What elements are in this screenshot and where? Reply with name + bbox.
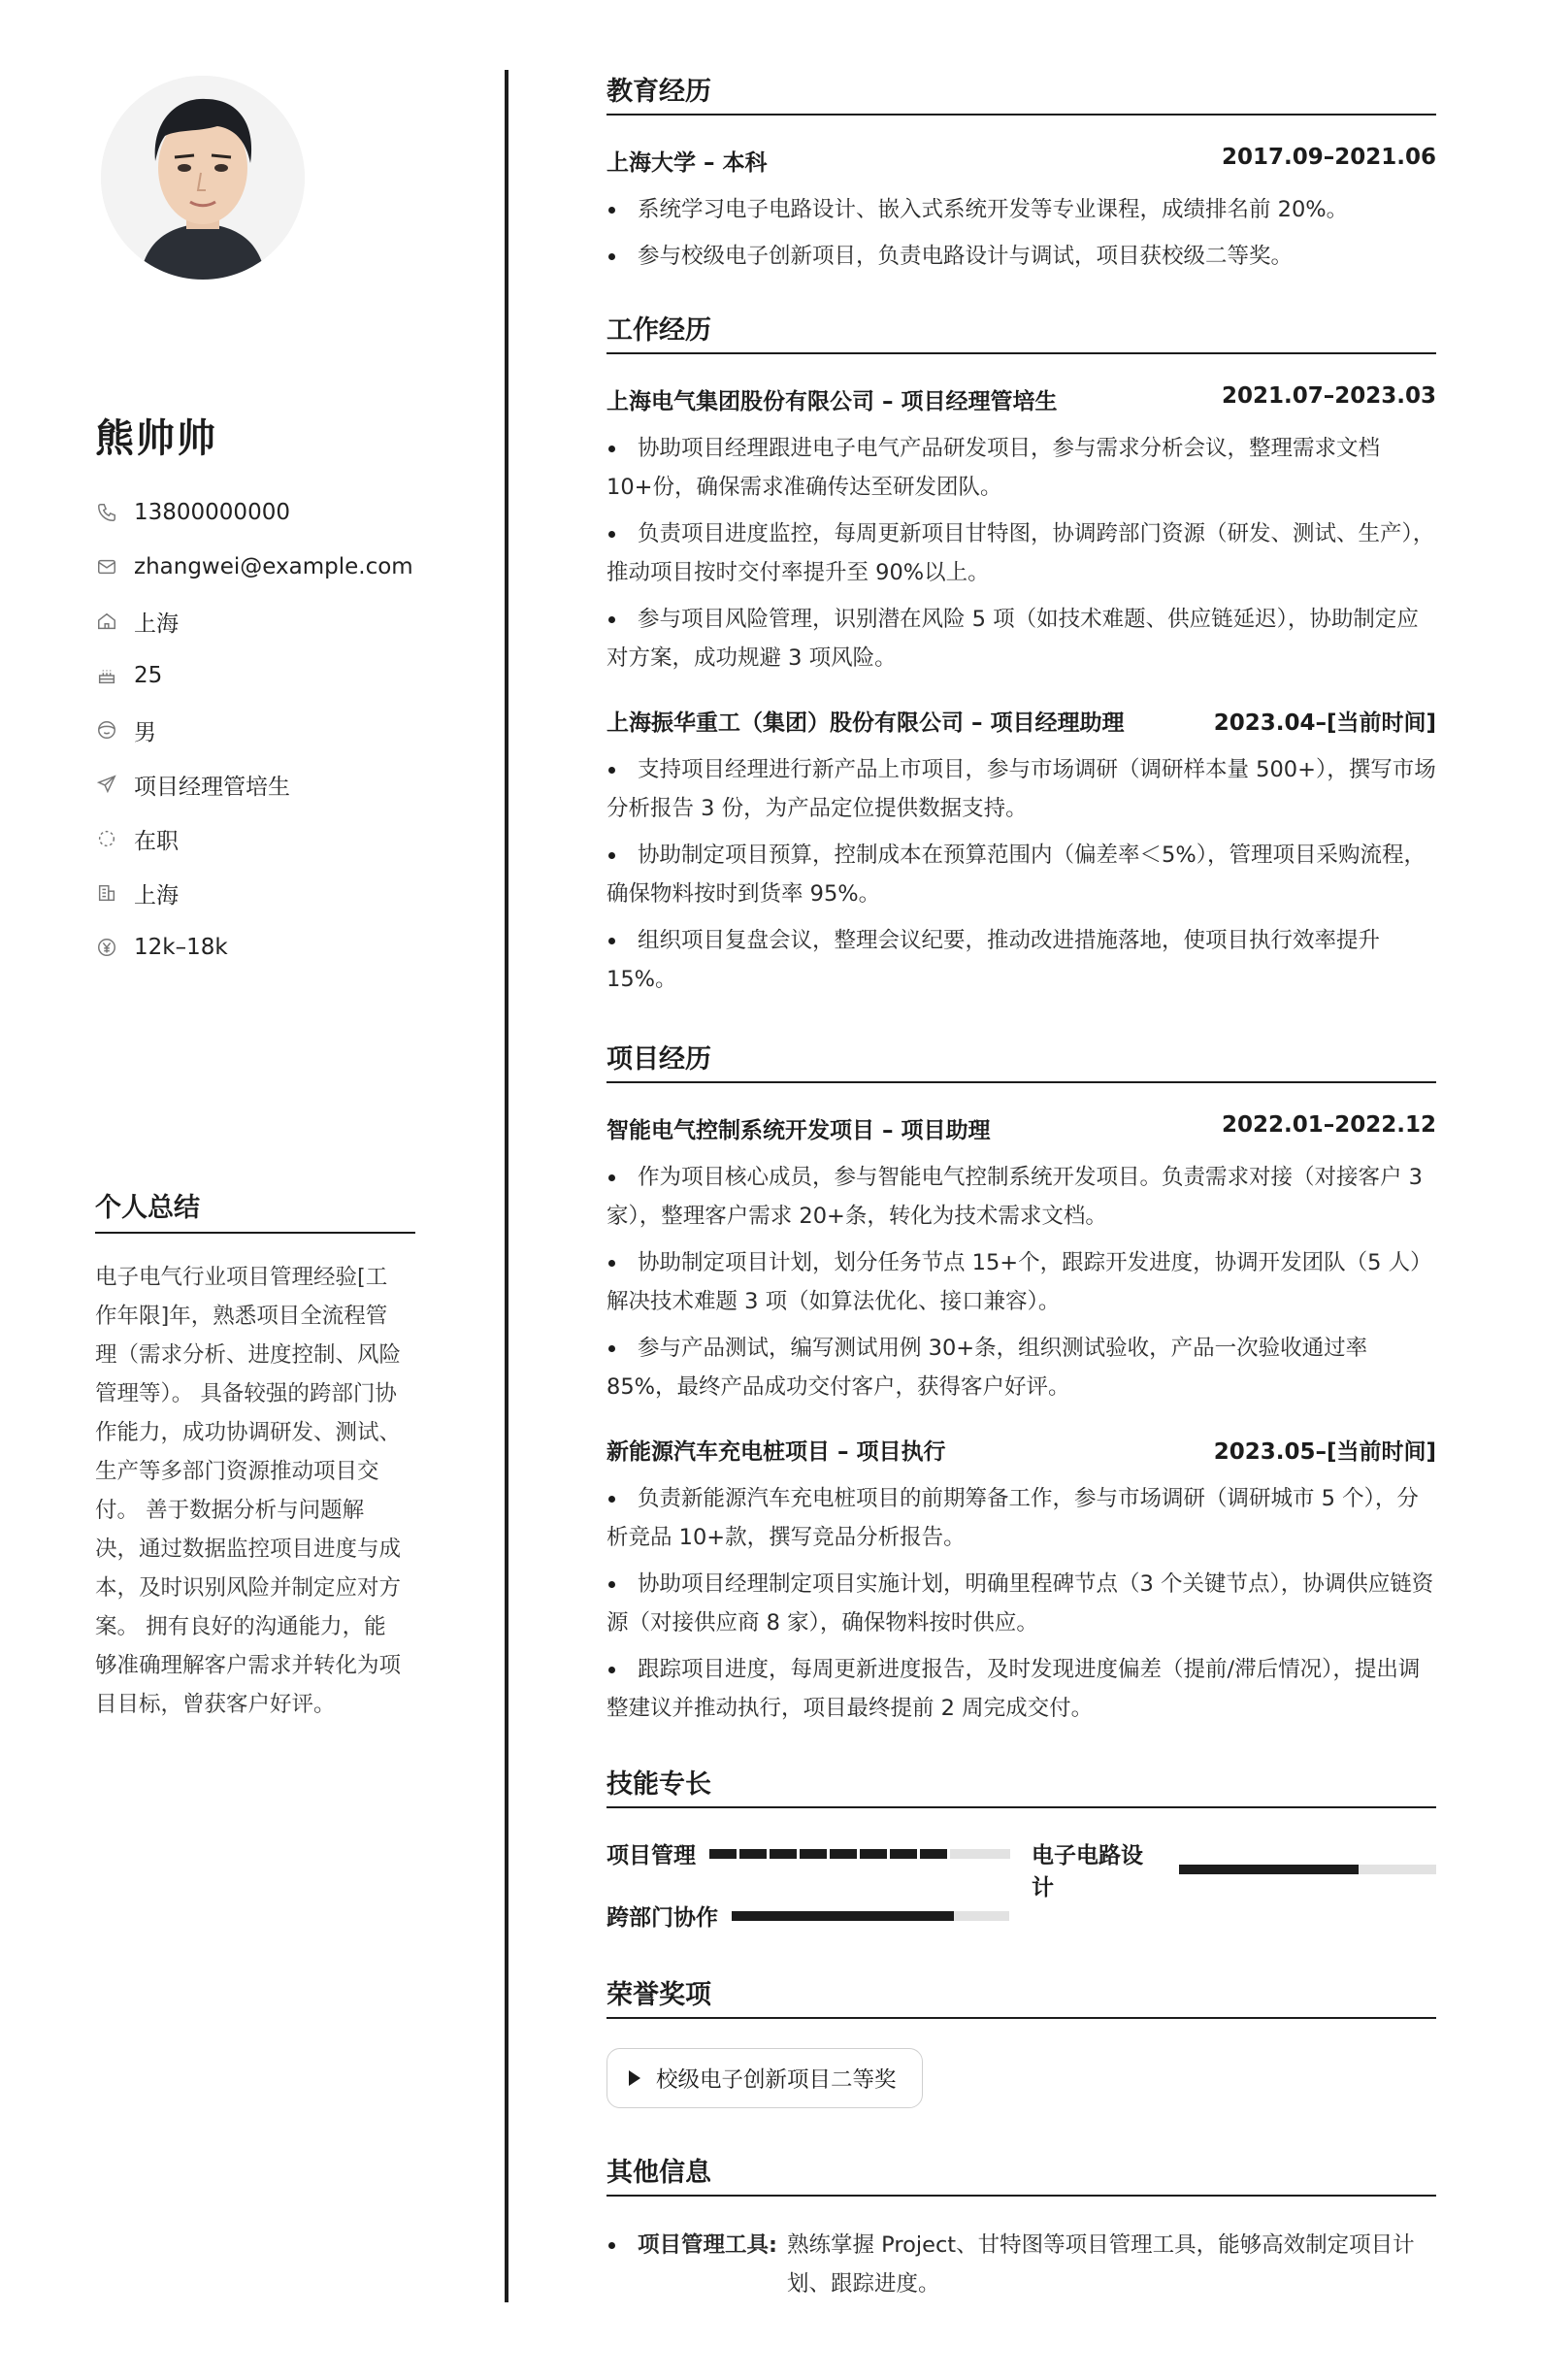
awards-section [607,1973,1436,2151]
education-title: 教育经历 [607,70,1436,116]
age-value: 25 [134,663,163,688]
info-age [95,648,413,703]
education-bullets [607,190,1436,276]
entry-heading: 上海电气集团股份有限公司 – 项目经理管培生 [607,389,1058,414]
entry-heading: 上海大学 – 本科 [607,150,768,176]
work-entry-head [607,705,1436,737]
face-icon [95,718,118,742]
list-item: 系统学习电子电路设计、嵌入式系统开发等专业课程，成绩排名前 20%。 [607,190,1436,229]
skill-level-fill [709,1849,950,1859]
other-title: 其他信息 [607,2151,1436,2197]
list-item: 负责项目进度监控，每周更新项目甘特图，协调跨部门资源（研发、测试、生产），推动项目按时交付率提升至 90%以上。 [607,514,1436,592]
avatar [101,76,305,280]
entry-date: 2023.04–[当前时间] [1213,711,1436,736]
skill-level-bar [709,1849,1010,1859]
list-item: 参与项目风险管理，识别潜在风险 5 项（如技术难题、供应链延迟），协助制定应对方案，成功规避 3 项风险。 [607,600,1436,678]
education-entry-head [607,145,1436,177]
phone-icon [95,501,118,524]
skill-name: 电子电路设计 [1032,1843,1143,1901]
cake-icon [95,664,118,687]
sidebar [0,0,505,2380]
list-item: 协助项目经理制定项目实施计划，明确里程碑节点（3 个关键节点），协调供应链资源（对接供应商 8 家），确保物料按时供应。 [607,1565,1436,1642]
education-section [607,70,1436,276]
summary-title: 个人总结 [95,1186,415,1234]
info-location [95,594,413,648]
other-key: 项目管理工具: [638,2232,777,2258]
skills-title: 技能专长 [607,1763,1436,1808]
work-entry-head [607,383,1436,415]
building-icon [95,881,118,905]
skill-level-fill [1179,1865,1360,1874]
skill-item [607,1837,1010,1869]
phone-value: 13800000000 [134,500,290,525]
work-section [607,309,1436,999]
project-entry-head [607,1112,1436,1144]
award-label: 校级电子创新项目二等奖 [656,2067,897,2093]
other-value: 熟练掌握 Project、甘特图等项目管理工具，能够高效制定项目计划、跟踪进度。 [787,2232,1415,2297]
candidate-name: 熊帅帅 [95,416,217,461]
list-item: 作为项目核心成员，参与智能电气控制系统开发项目。负责需求对接（对接客户 3 家），整理客户需求 20+条，转化为技术需求文档。 [607,1158,1436,1236]
position-value: 项目经理管培生 [134,774,290,800]
entry-date: 2022.01–2022.12 [1221,1112,1436,1138]
info-status [95,811,413,866]
skill-name: 项目管理 [607,1843,696,1868]
project-bullets [607,1479,1436,1728]
list-item: 参与产品测试，编写测试用例 30+条，组织测试验收，产品一次验收通过率85%，最终产品成功交付客户，获得客户好评。 [607,1329,1436,1406]
skill-level-bar [732,1911,1009,1921]
info-gender [95,703,413,757]
main-content [607,70,1436,2303]
avatar-photo [101,76,305,280]
column-divider [505,70,508,2302]
skill-name: 跨部门协作 [607,1905,718,1931]
work-bullets [607,429,1436,678]
list-item: 协助制定项目计划，划分任务节点 15+个，跟踪开发进度，协调开发团队（5 人）解决技术难题 3 项（如算法优化、接口兼容）。 [607,1243,1436,1321]
info-city [95,866,413,920]
project-bullets [607,1158,1436,1406]
projects-title: 项目经历 [607,1038,1436,1083]
home-icon [95,610,118,633]
gender-value: 男 [134,719,156,745]
entry-heading: 上海振华重工（集团）股份有限公司 – 项目经理助理 [607,711,1125,736]
list-item: 参与校级电子创新项目，负责电路设计与调试，项目获校级二等奖。 [607,237,1436,276]
skills-section [607,1763,1436,1973]
email-value: zhangwei@example.com [134,554,413,579]
list-item [607,2226,1436,2303]
contact-info-list [95,485,413,975]
location-value: 上海 [134,611,179,637]
info-position [95,757,413,811]
list-item: 协助制定项目预算，控制成本在预算范围内（偏差率＜5%），管理项目采购流程，确保物料按时到货率 95%。 [607,836,1436,913]
summary-text: 电子电气行业项目管理经验[工作年限]年，熟悉项目全流程管理（需求分析、进度控制、风险管理等）。 具备较强的跨部门协作能力，成功协调研发、测试、生产等多部门资源推动项目交付。 善于数据分析与问题解决，通过数据监控项目进度与成本，及时识别风险并制定应对方案。 拥有良好的沟通能力，能够准确理解客户需求并转化为项目目标，曾获客户好评。 [95,1265,402,1717]
skill-item [607,1900,1009,1932]
yen-icon [95,936,118,959]
entry-date: 2017.09–2021.06 [1221,145,1436,170]
other-section [607,2151,1436,2303]
entry-date: 2021.07–2023.03 [1221,383,1436,409]
list-item: 跟踪项目进度，每周更新进度报告，及时发现进度偏差（提前/滞后情况），提出调整建议并推动执行，项目最终提前 2 周完成交付。 [607,1650,1436,1728]
work-bullets [607,750,1436,999]
project-entry-head [607,1434,1436,1466]
salary-value: 12k–18k [134,935,228,960]
status-value: 在职 [134,828,179,854]
skill-level-bar [1179,1865,1436,1874]
skill-level-fill [732,1911,954,1921]
work-title: 工作经历 [607,309,1436,354]
entry-date: 2023.05–[当前时间] [1213,1439,1436,1465]
loading-icon [95,827,118,850]
send-icon [95,773,118,796]
info-email [95,540,413,594]
award-item[interactable] [607,2048,923,2108]
info-salary [95,920,413,975]
play-icon [629,2070,640,2086]
list-item: 负责新能源汽车充电桩项目的前期筹备工作，参与市场调研（调研城市 5 个），分析竞品 10+款，撰写竞品分析报告。 [607,1479,1436,1557]
skill-item [1032,1837,1436,1901]
list-item: 协助项目经理跟进电子电气产品研发项目，参与需求分析会议，整理需求文档10+份，确保需求准确传达至研发团队。 [607,429,1436,507]
info-phone [95,485,413,540]
awards-title: 荣誉奖项 [607,1973,1436,2019]
projects-section [607,1038,1436,1728]
mail-icon [95,555,118,578]
city-value: 上海 [134,882,179,909]
entry-heading: 智能电气控制系统开发项目 – 项目助理 [607,1118,991,1143]
list-item: 支持项目经理进行新产品上市项目，参与市场调研（调研样本量 500+），撰写市场分析报告 3 份，为产品定位提供数据支持。 [607,750,1436,828]
skills-list [607,1837,1436,1973]
entry-heading: 新能源汽车充电桩项目 – 项目执行 [607,1439,946,1465]
list-item: 组织项目复盘会议，整理会议纪要，推动改进措施落地，使项目执行效率提升15%。 [607,921,1436,999]
